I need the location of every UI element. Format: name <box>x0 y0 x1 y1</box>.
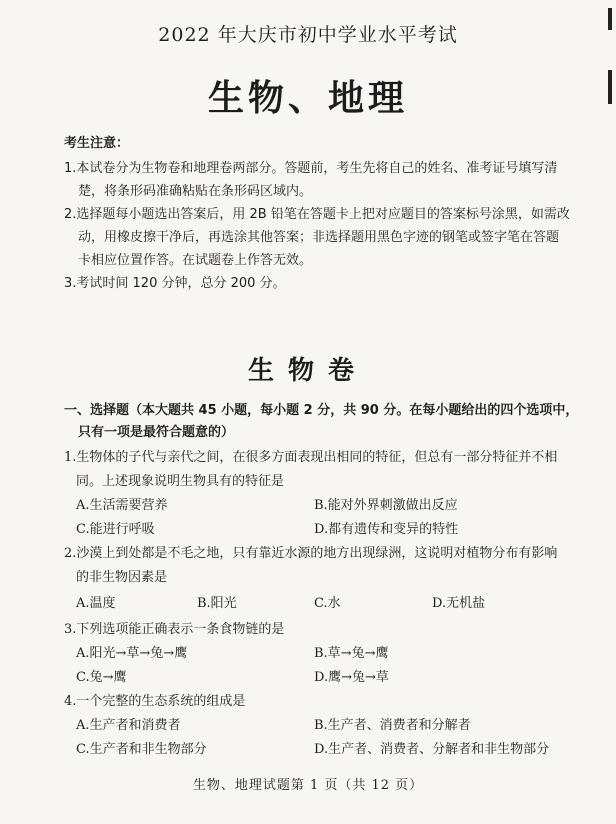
question-1 <box>64 446 584 542</box>
scan-edge-mark <box>608 70 612 104</box>
option-row <box>64 738 584 762</box>
option-b: B.生产者、消费者和分解者 <box>314 718 471 733</box>
option-d: D.无机盐 <box>432 596 486 611</box>
part-heading-line: 一、选择题（本大题共 45 小题，每小题 2 分，共 90 分。在每小题给出的四个选项中， <box>64 403 579 418</box>
notice-item-line: 卡相应位置作答。在试题卷上作答无效。 <box>78 253 313 268</box>
option-a: A.生产者和消费者 <box>76 718 181 733</box>
stem-line: 1.生物体的子代与亲代之间，在很多方面表现出相同的特征，但总有一部分特征并不相 <box>64 450 558 465</box>
stem-line: 3.下列选项能正确表示一条食物链的是 <box>64 622 285 637</box>
option-row <box>64 714 584 738</box>
subject-title: 生物、地理 <box>207 78 408 119</box>
option-d: D.生产者、消费者、分解者和非生物部分 <box>314 742 550 757</box>
notice-item-3 <box>64 272 584 295</box>
stem-line: 同。上述现象说明生物具有的特征是 <box>76 474 285 489</box>
option-d: D.都有遗传和变异的特性 <box>314 522 459 537</box>
stem-line: 的非生物因素是 <box>76 570 168 585</box>
option-b: B.能对外界刺激做出反应 <box>314 498 458 513</box>
page-footer: 生物、地理试题第 1 页（共 12 页） <box>192 778 424 793</box>
question-stem <box>64 690 584 714</box>
exam-title: 2022 年大庆市初中学业水平考试 <box>158 24 458 46</box>
question-stem <box>64 618 584 642</box>
notice-item-line: 1.本试卷分为生物卷和地理卷两部分。答题前，考生先将自己的姓名、准考证号填写清 <box>64 161 558 176</box>
stem-line: 4.一个完整的生态系统的组成是 <box>64 694 246 709</box>
option-a: A.温度 <box>76 596 116 611</box>
notice-item-1 <box>64 157 584 203</box>
notice-item-2 <box>64 203 584 272</box>
option-c: C.能进行呼吸 <box>76 522 155 537</box>
question-stem <box>64 446 584 494</box>
option-b: B.阳光 <box>197 596 237 611</box>
candidate-notice <box>64 132 584 295</box>
option-d: D.鹰→兔→草 <box>314 670 389 685</box>
option-row <box>64 666 584 690</box>
question-3 <box>64 618 584 690</box>
notice-item-line: 3.考试时间 120 分钟，总分 200 分。 <box>64 276 286 291</box>
notice-item-line: 楚，将条形码准确粘贴在条形码区域内。 <box>78 184 313 199</box>
option-a: A.生活需要营养 <box>76 498 168 513</box>
option-c: C.兔→鹰 <box>76 670 127 685</box>
option-row <box>64 494 584 518</box>
option-row <box>64 642 584 666</box>
part-heading-line: 只有一项是最符合题意的） <box>78 425 235 440</box>
option-c: C.水 <box>314 596 341 611</box>
section-title: 生物卷 <box>247 356 368 386</box>
question-4 <box>64 690 584 762</box>
question-2 <box>64 542 584 618</box>
option-row <box>64 590 584 618</box>
part-heading <box>64 400 584 444</box>
stem-line: 2.沙漠上到处都是不毛之地，只有靠近水源的地方出现绿洲，这说明对植物分布有影响 <box>64 546 558 561</box>
option-b: B.草→兔→鹰 <box>314 646 389 661</box>
question-list <box>64 446 584 762</box>
notice-heading: 考生注意： <box>64 136 130 151</box>
question-stem <box>64 542 584 590</box>
option-c: C.生产者和非生物部分 <box>76 742 207 757</box>
notice-item-line: 2.选择题每小题选出答案后，用 2B 铅笔在答题卡上把对应题目的答案标号涂黑，如需改 <box>64 207 570 222</box>
notice-item-line: 动，用橡皮擦干净后，再选涂其他答案；非选择题用黑色字迹的钢笔或签字笔在答题 <box>78 230 560 245</box>
option-row <box>64 518 584 542</box>
scan-edge-mark <box>608 8 612 30</box>
option-a: A.阳光→草→兔→鹰 <box>76 646 188 661</box>
